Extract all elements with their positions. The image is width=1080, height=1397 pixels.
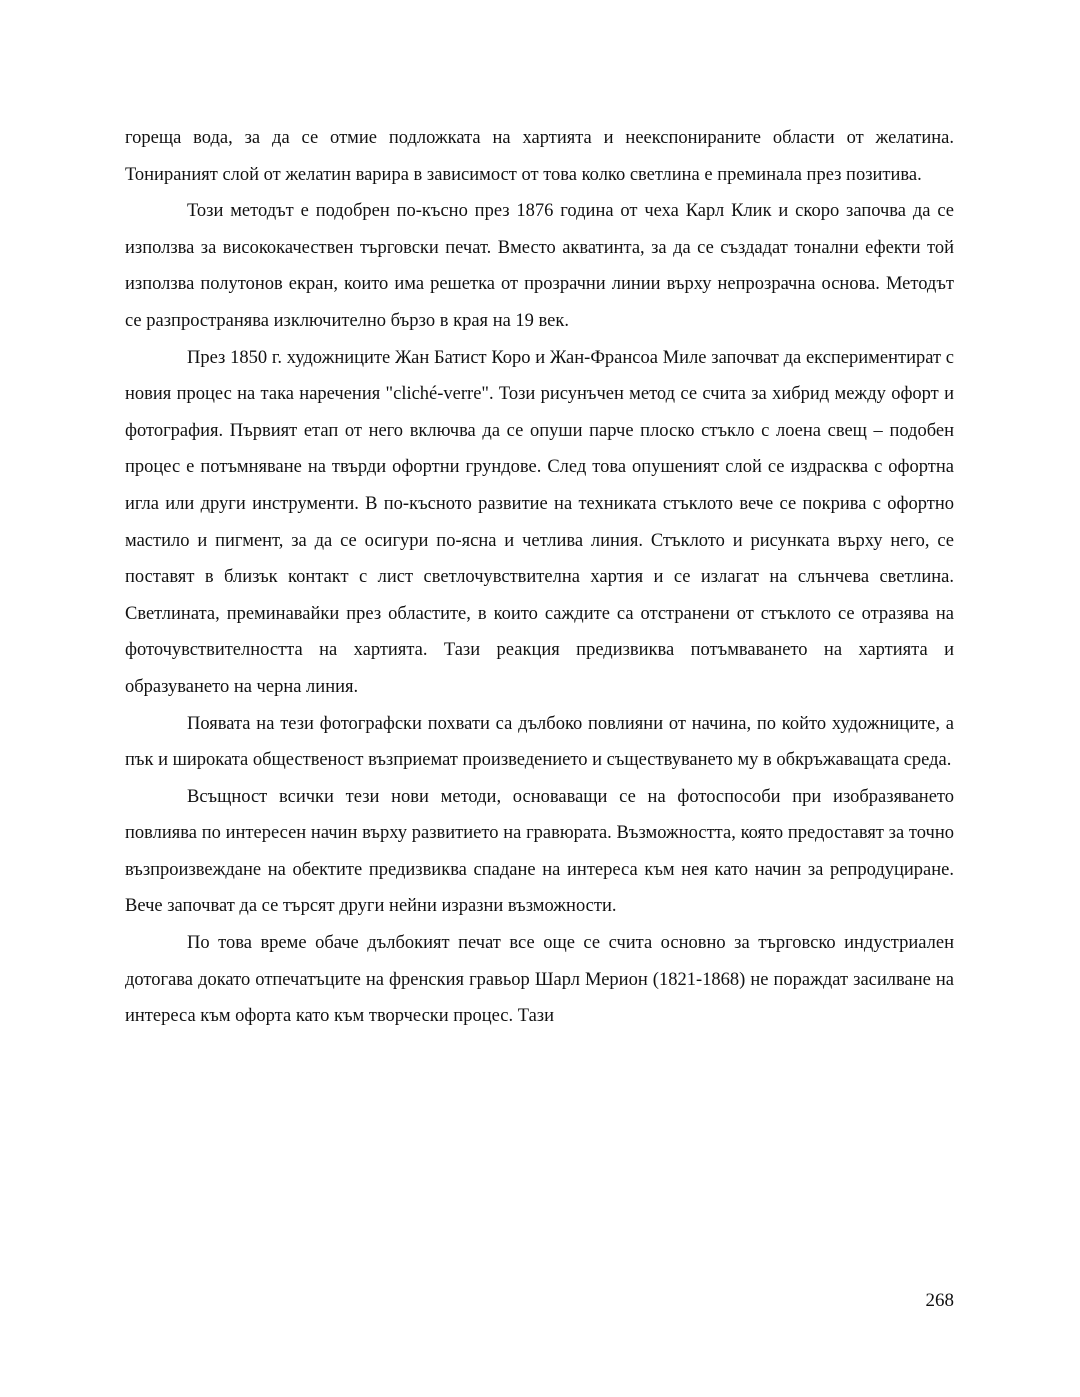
page-number: 268 [925,1290,954,1311]
paragraph-new-methods: Всъщност всички тези нови методи, основаващи се на фотоспособи при изобразяването повлиява по интересен начин върху развитието на гравюрата. Възможността, която предоставят за точно възпроизвеждане на обектите предизвиква спадане на интереса към нея като начин за репродуциране. Вече започват да се търсят други нейни изразни възможности. [125,786,954,917]
body-text [125,120,954,1035]
paragraph-karl-klic: Този методът е подобрен по-късно през 1876 година от чеха Карл Клик и скоро започва да се използва за висококачествен търговски печат. Вместо акватинта, за да се създадат тонални ефекти той използва полутонов екран, които има решетка от прозрачни линии върху непрозрачна основа. Методът се разпространява изключително бързо в края на 19 век. [125,201,954,331]
paragraph-meryon: По това време обаче дълбокият печат все още се счита основно за търговско индустриален дотогава докато отпечатъците на френския гравьор Шарл Мерион (1821-1868) не пораждат засилване на интереса към офорта като към творчески процес. Тази [125,933,954,1027]
paragraph-photographic-influence: Появата на тези фотографски похвати са дълбоко повлияни от начина, по който художниците, а пък и широката общественост възприемат произведението и съществуването му в обкръжаващата среда. [125,713,954,771]
paragraph-cliche-verre: През 1850 г. художниците Жан Батист Коро и Жан-Франсоа Миле започват да експериментират с новия процес на така наречения "cliché-verre". Този рисунъчен метод се счита за хибрид между офорт и фотография. Първият етап от него включва да се опуши парче плоско стъкло с лоена свещ – подобен процес е потъмняване на твърди офортни грундове. След това опушеният слой се издрасква с офортна игла или други инструменти. В по-късното развитие на техниката стъклото вече се покрива с офортно мастило и пигмент, за да се осигури по-ясна и четлива линия. Стъклото и рисунката върху него, се поставят в близък контакт с лист светлочувствителна хартия и се излагат на слънчева светлина. Светлината, преминавайки през областите, в които саждите са отстранени от стъклото се отразява на фоточувствителността на хартията. Тази реакция предизвиква потъмваването на хартията и образуването на черна линия. [125,347,954,697]
paragraph-continuation: гореща вода, за да се отмие подложката на хартията и неекспонираните области от желатина. Тонираният слой от желатин варира в зависимост от това колко светлина е преминала през позитива. [125,128,954,185]
